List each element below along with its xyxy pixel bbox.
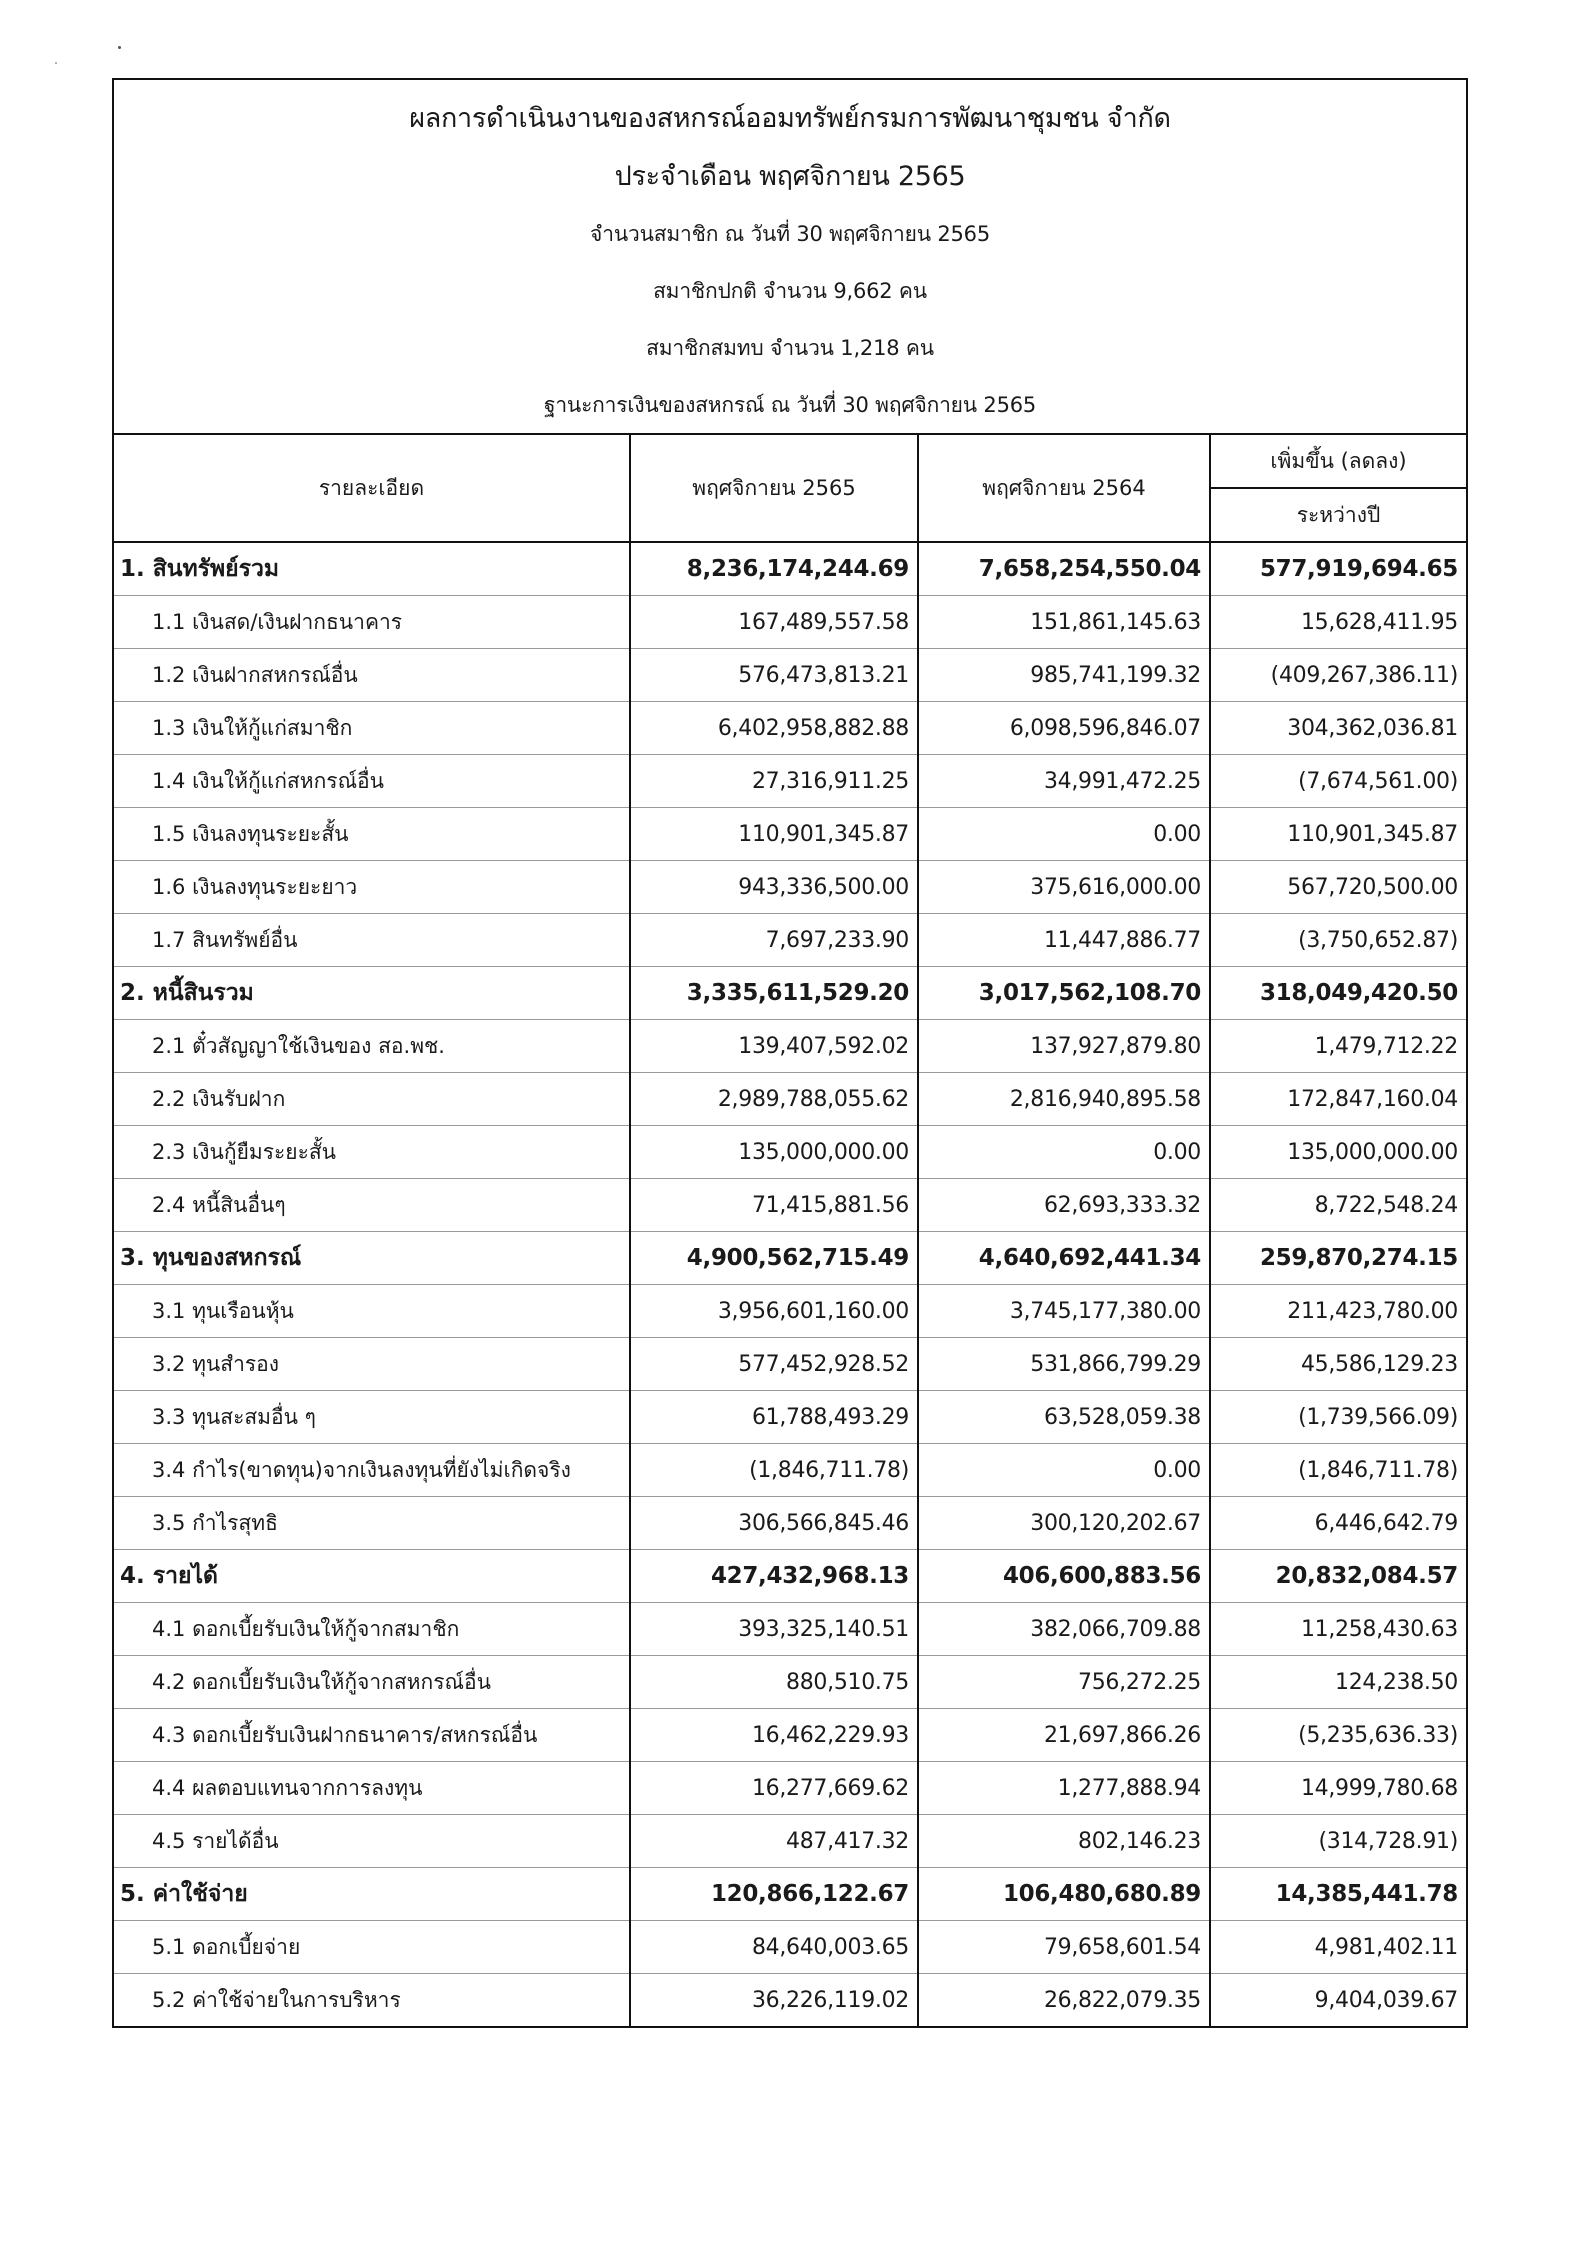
row-label: 3.2 ทุนสำรอง [114,1338,630,1391]
value-change: 4,981,402.11 [1210,1921,1466,1974]
value-change: 14,385,441.78 [1210,1868,1466,1921]
value-change: 45,586,129.23 [1210,1338,1466,1391]
value-current: 3,956,601,160.00 [630,1285,918,1338]
scan-speck [118,46,121,49]
row-label: 5. ค่าใช้จ่าย [114,1868,630,1921]
value-current: 139,407,592.02 [630,1020,918,1073]
value-change: 124,238.50 [1210,1656,1466,1709]
value-change: 577,919,694.65 [1210,542,1466,596]
financial-table [114,435,1466,2026]
value-previous: 2,816,940,895.58 [918,1073,1210,1126]
row-label: 4.5 รายได้อื่น [114,1815,630,1868]
value-current: 427,432,968.13 [630,1550,918,1603]
value-previous: 21,697,866.26 [918,1709,1210,1762]
value-change: 8,722,548.24 [1210,1179,1466,1232]
table-row [114,1656,1466,1709]
value-current: 71,415,881.56 [630,1179,918,1232]
value-change: 1,479,712.22 [1210,1020,1466,1073]
value-change: (409,267,386.11) [1210,649,1466,702]
value-previous: 375,616,000.00 [918,861,1210,914]
value-previous: 11,447,886.77 [918,914,1210,967]
row-label: 2. หนี้สินรวม [114,967,630,1020]
value-previous: 985,741,199.32 [918,649,1210,702]
value-previous: 151,861,145.63 [918,596,1210,649]
value-current: 16,462,229.93 [630,1709,918,1762]
row-label: 3.3 ทุนสะสมอื่น ๆ [114,1391,630,1444]
row-label: 2.1 ตั๋วสัญญาใช้เงินของ สอ.พช. [114,1020,630,1073]
value-change: 6,446,642.79 [1210,1497,1466,1550]
financial-position-heading: ฐานะการเงินของสหกรณ์ ณ วันที่ 30 พฤศจิกายน 2565 [543,393,1037,417]
value-previous: 62,693,333.32 [918,1179,1210,1232]
value-current: 110,901,345.87 [630,808,918,861]
row-label: 1.5 เงินลงทุนระยะสั้น [114,808,630,861]
row-label: 4.1 ดอกเบี้ยรับเงินให้กู้จากสมาชิก [114,1603,630,1656]
value-current: 577,452,928.52 [630,1338,918,1391]
table-row [114,1338,1466,1391]
row-label: 1.3 เงินให้กู้แก่สมาชิก [114,702,630,755]
row-label: 2.2 เงินรับฝาก [114,1073,630,1126]
value-current: 8,236,174,244.69 [630,542,918,596]
value-current: 135,000,000.00 [630,1126,918,1179]
table-row [114,1921,1466,1974]
value-change: 567,720,500.00 [1210,861,1466,914]
value-previous: 3,017,562,108.70 [918,967,1210,1020]
column-header-current: พฤศจิกายน 2565 [630,435,918,542]
report-sheet [112,78,1468,2028]
value-previous: 406,600,883.56 [918,1550,1210,1603]
row-label: 1.1 เงินสด/เงินฝากธนาคาร [114,596,630,649]
value-change: 318,049,420.50 [1210,967,1466,1020]
value-current: (1,846,711.78) [630,1444,918,1497]
value-previous: 63,528,059.38 [918,1391,1210,1444]
column-header-change: เพิ่มขึ้น (ลดลง) [1210,435,1466,488]
value-previous: 4,640,692,441.34 [918,1232,1210,1285]
table-row [114,1391,1466,1444]
value-current: 120,866,122.67 [630,1868,918,1921]
table-section-row [114,542,1466,596]
value-change: 172,847,160.04 [1210,1073,1466,1126]
row-label: 1.2 เงินฝากสหกรณ์อื่น [114,649,630,702]
row-label: 4.2 ดอกเบี้ยรับเงินให้กู้จากสหกรณ์อื่น [114,1656,630,1709]
table-row [114,1179,1466,1232]
value-previous: 300,120,202.67 [918,1497,1210,1550]
value-previous: 137,927,879.80 [918,1020,1210,1073]
value-previous: 106,480,680.89 [918,1868,1210,1921]
table-row [114,1285,1466,1338]
value-previous: 34,991,472.25 [918,755,1210,808]
table-section-row [114,1868,1466,1921]
row-label: 2.4 หนี้สินอื่นๆ [114,1179,630,1232]
regular-members: สมาชิกปกติ จำนวน 9,662 คน [653,279,927,303]
table-row [114,1126,1466,1179]
row-label: 1.7 สินทรัพย์อื่น [114,914,630,967]
value-previous: 531,866,799.29 [918,1338,1210,1391]
report-header [114,80,1466,435]
value-change: 9,404,039.67 [1210,1974,1466,2027]
value-change: (314,728.91) [1210,1815,1466,1868]
table-row [114,1444,1466,1497]
table-section-row [114,1232,1466,1285]
value-change: (5,235,636.33) [1210,1709,1466,1762]
table-row [114,1073,1466,1126]
value-current: 36,226,119.02 [630,1974,918,2027]
value-previous: 79,658,601.54 [918,1921,1210,1974]
table-row [114,596,1466,649]
scan-speck [55,62,57,64]
value-current: 487,417.32 [630,1815,918,1868]
table-row [114,755,1466,808]
value-current: 2,989,788,055.62 [630,1073,918,1126]
value-previous: 382,066,709.88 [918,1603,1210,1656]
value-change: 304,362,036.81 [1210,702,1466,755]
value-previous: 26,822,079.35 [918,1974,1210,2027]
table-row [114,702,1466,755]
table-row [114,1020,1466,1073]
value-change: 15,628,411.95 [1210,596,1466,649]
value-previous: 0.00 [918,1126,1210,1179]
row-label: 5.2 ค่าใช้จ่ายในการบริหาร [152,1987,401,2012]
value-current: 3,335,611,529.20 [630,967,918,1020]
member-count-heading: จำนวนสมาชิก ณ วันที่ 30 พฤศจิกายน 2565 [590,222,990,246]
value-change: 211,423,780.00 [1210,1285,1466,1338]
table-row [114,1815,1466,1868]
value-change: (3,750,652.87) [1210,914,1466,967]
row-label: 1.6 เงินลงทุนระยะยาว [114,861,630,914]
table-row [114,861,1466,914]
table-row [114,649,1466,702]
table-row [114,1762,1466,1815]
row-label: 4.4 ผลตอบแทนจากการลงทุน [114,1762,630,1815]
value-current: 943,336,500.00 [630,861,918,914]
value-current: 61,788,493.29 [630,1391,918,1444]
column-header-change-sub: ระหว่างปี [1210,488,1466,542]
row-label: 4.3 ดอกเบี้ยรับเงินฝากธนาคาร/สหกรณ์อื่น [114,1709,630,1762]
row-label: 3.1 ทุนเรือนหุ้น [114,1285,630,1338]
table-section-row [114,1550,1466,1603]
value-previous: 756,272.25 [918,1656,1210,1709]
table-row [114,808,1466,861]
value-change: (7,674,561.00) [1210,755,1466,808]
value-previous: 0.00 [918,1444,1210,1497]
associate-members: สมาชิกสมทบ จำนวน 1,218 คน [646,336,934,360]
value-change: 20,832,084.57 [1210,1550,1466,1603]
value-current: 84,640,003.65 [630,1921,918,1974]
row-label: 1.4 เงินให้กู้แก่สหกรณ์อื่น [114,755,630,808]
value-current: 306,566,845.46 [630,1497,918,1550]
value-current: 6,402,958,882.88 [630,702,918,755]
table-row [114,1709,1466,1762]
value-current: 167,489,557.58 [630,596,918,649]
table-row [114,1497,1466,1550]
value-previous: 6,098,596,846.07 [918,702,1210,755]
row-label: 1. สินทรัพย์รวม [114,542,630,596]
table-body [114,542,1466,2026]
row-label: 3. ทุนของสหกรณ์ [114,1232,630,1285]
column-header-detail: รายละเอียด [114,435,630,542]
value-previous: 0.00 [918,808,1210,861]
value-change: 135,000,000.00 [1210,1126,1466,1179]
column-header-previous: พฤศจิกายน 2564 [918,435,1210,542]
value-previous: 1,277,888.94 [918,1762,1210,1815]
value-change: (1,739,566.09) [1210,1391,1466,1444]
table-row [114,914,1466,967]
value-previous: 3,745,177,380.00 [918,1285,1210,1338]
value-current: 7,697,233.90 [630,914,918,967]
value-change: 110,901,345.87 [1210,808,1466,861]
value-change: 14,999,780.68 [1210,1762,1466,1815]
row-label: 3.5 กำไรสุทธิ [114,1497,630,1550]
table-section-row [114,967,1466,1020]
table-row [114,1974,1466,2027]
value-change: 11,258,430.63 [1210,1603,1466,1656]
row-label: 2.3 เงินกู้ยืมระยะสั้น [114,1126,630,1179]
value-previous: 7,658,254,550.04 [918,542,1210,596]
report-title: ผลการดำเนินงานของสหกรณ์ออมทรัพย์กรมการพัฒนาชุมชน จำกัด [409,103,1171,134]
report-period: ประจำเดือน พฤศจิกายน 2565 [614,161,966,192]
value-change: (1,846,711.78) [1210,1444,1466,1497]
row-label: 4. รายได้ [114,1550,630,1603]
row-label: 3.4 กำไร(ขาดทุน)จากเงินลงทุนที่ยังไม่เกิดจริง [114,1444,630,1497]
value-current: 880,510.75 [630,1656,918,1709]
value-current: 393,325,140.51 [630,1603,918,1656]
row-label: 5.1 ดอกเบี้ยจ่าย [114,1921,630,1974]
value-current: 16,277,669.62 [630,1762,918,1815]
value-current: 576,473,813.21 [630,649,918,702]
value-previous: 802,146.23 [918,1815,1210,1868]
value-current: 27,316,911.25 [630,755,918,808]
value-current: 4,900,562,715.49 [630,1232,918,1285]
table-row [114,1603,1466,1656]
value-change: 259,870,274.15 [1210,1232,1466,1285]
